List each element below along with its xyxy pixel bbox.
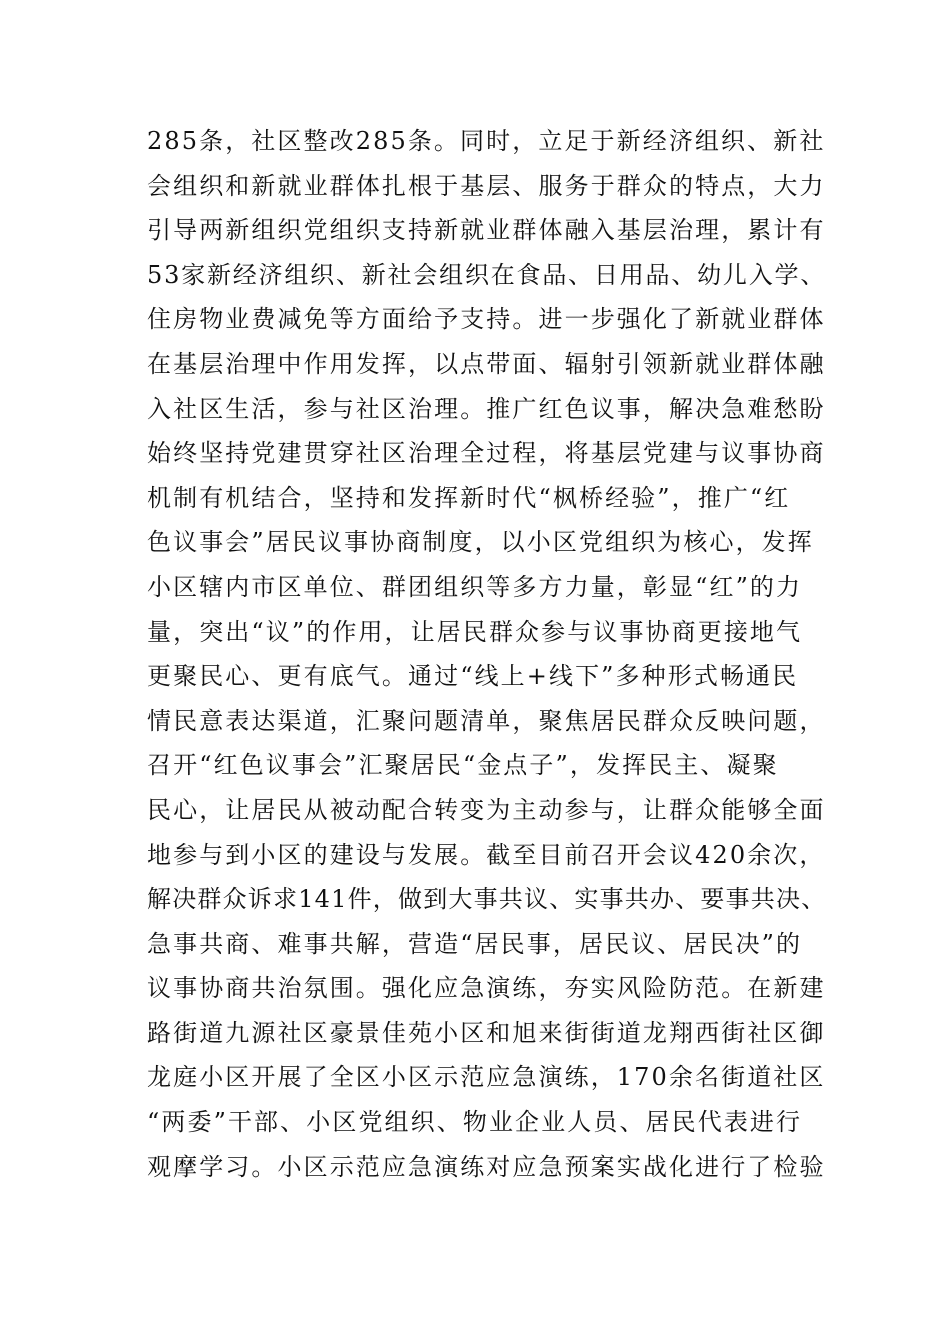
body-text [147,119,827,1189]
text-line: 更聚民心、更有底气。通过“线上+线下”多种形式畅通民 [147,662,799,691]
text-line: 情民意表达渠道，汇聚问题清单，聚焦居民群众反映问题， [147,706,826,735]
text-line: 在基层治理中作用发挥，以点带面、辐射引领新就业群体融 [147,349,826,378]
text-line: 色议事会”居民议事协商制度，以小区党组织为核心，发挥 [147,528,814,557]
text-line: 会组织和新就业群体扎根于基层、服务于群众的特点，大力 [147,171,826,200]
text-line: 小区辖内市区单位、群团组织等多方力量，彰显“红”的力 [147,572,803,601]
text-line: 议事协商共治氛围。强化应急演练，夯实风险防范。在新建 [147,974,826,1003]
text-line: 路街道九源社区豪景佳苑小区和旭来街街道龙翔西街社区御 [147,1018,826,1047]
text-line: “两委”干部、小区党组织、物业企业人员、居民代表进行 [147,1108,803,1137]
text-line: 引导两新组织党组织支持新就业群体融入基层治理，累计有 [147,216,826,245]
text-line: 始终坚持党建贯穿社区治理全过程，将基层党建与议事协商 [147,439,826,468]
text-line: 民心，让居民从被动配合转变为主动参与，让群众能够全面 [147,795,826,824]
text-line: 53家新经济组织、新社会组织在食品、日用品、幼儿入学、 [147,260,827,289]
text-line: 住房物业费减免等方面给予支持。进一步强化了新就业群体 [147,305,826,334]
text-line: 观摩学习。小区示范应急演练对应急预案实战化进行了检验 [147,1152,826,1181]
text-line: 龙庭小区开展了全区小区示范应急演练，170余名街道社区 [147,1063,826,1092]
text-line: 入社区生活，参与社区治理。推广红色议事，解决急难愁盼 [147,394,826,423]
text-line: 解决群众诉求141件，做到大事共议、实事共办、要事共决、 [147,885,827,914]
text-line: 召开“红色议事会”汇聚居民“金点子”，发挥民主、凝聚 [147,751,779,780]
text-line: 量，突出“议”的作用，让居民群众参与议事协商更接地气 [147,617,803,646]
text-line: 地参与到小区的建设与发展。截至目前召开会议420余次， [147,840,826,869]
text-line: 285条，社区整改285条。同时，立足于新经济组织、新社 [147,127,826,155]
text-line: 机制有机结合，坚持和发挥新时代“枫桥经验”，推广“红 [147,483,791,512]
text-line: 急事共商、难事共解，营造“居民事，居民议、居民决”的 [147,929,803,958]
